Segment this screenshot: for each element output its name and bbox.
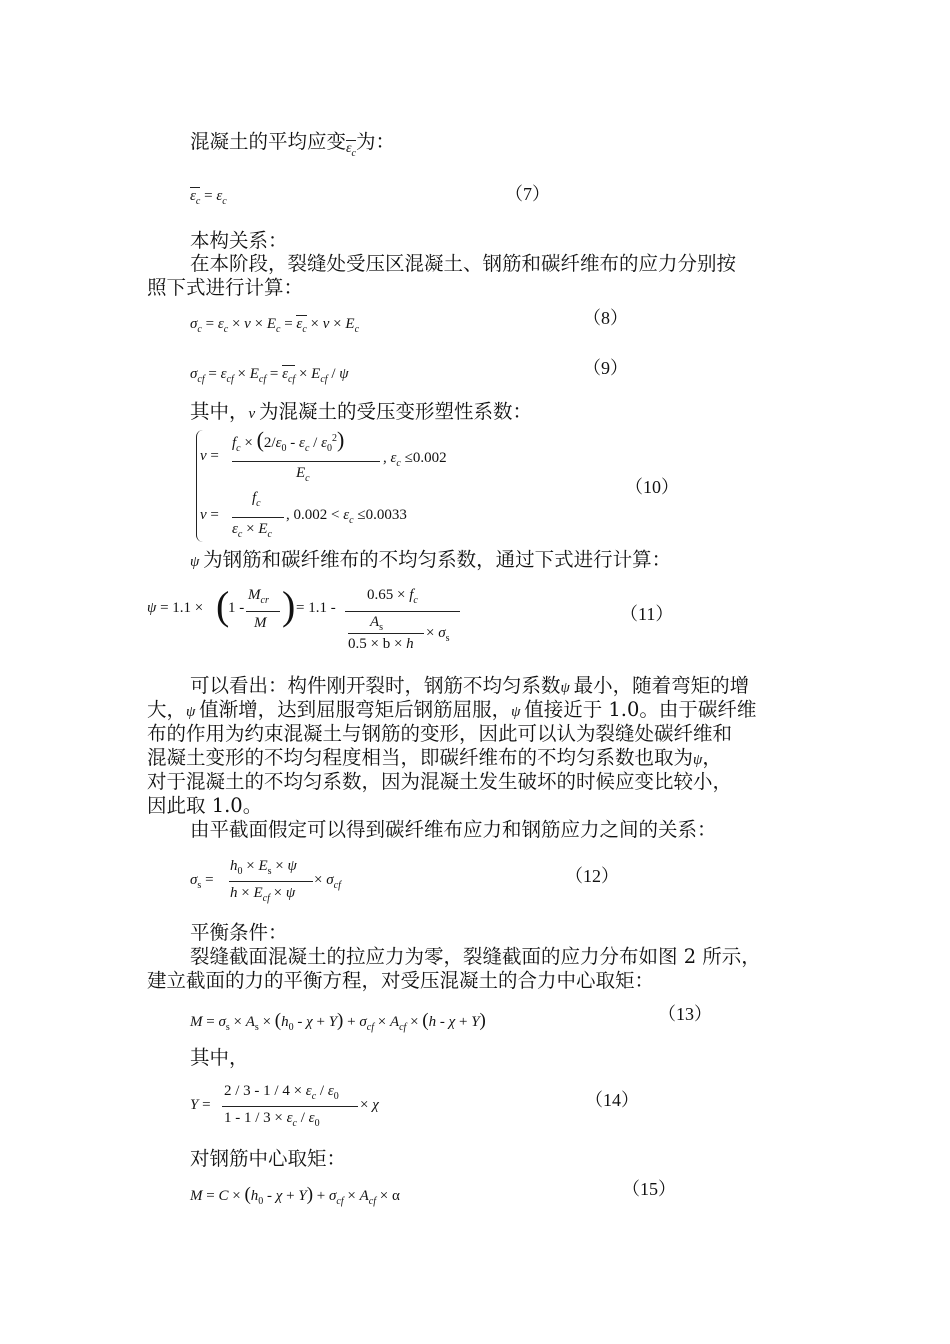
inline-nu: ν [248,406,256,422]
equation-number-9: （9） [583,358,628,378]
equation-8: $\sigma_c = \varepsilon_c \times \nu \times E_c = \varepsilon_c \times \nu \times E_c$ [190,316,360,335]
text-seen-line-6: 因此取 1.0。 [147,794,263,817]
equation-14-bar [222,1106,358,1107]
equation-11-inner-bar [246,611,280,612]
text-seen-line-1-lead: 可以看出：构件刚开裂时，钢筋不均匀系数 [190,674,561,697]
equation-11-lparen: ( [216,583,230,628]
text-seen-line-1 [190,674,749,700]
text-where-nu-tail: 为混凝土的受压变形塑性系数： [258,400,532,423]
equation-10-case-1-cond: , $\varepsilon_c \le 0.002$ [383,450,447,469]
text-seen-line-2a: 大， [147,698,187,721]
text-stage-line-1: 在本阶段，裂缝处受压区混凝土、钢筋和碳纤维布的应力分别按 [190,252,737,275]
equation-14-den: $1 - 1 / 3 \times \varepsilon_c / \varepsilon_0$ [224,1110,320,1129]
text-plane-section: 由平截面假定可以得到碳纤维布应力和钢筋应力之间的关系： [190,818,717,841]
equation-11-sub-bar [348,633,424,634]
text-constitutive: 本构关系： [190,229,288,252]
equation-10-case-2-num: $f_c$ [252,490,261,509]
equation-7: $\varepsilon_c = \varepsilon_c$ [190,188,227,207]
equation-number-12: （12） [565,866,619,886]
equation-10-case-2-cond: , $0.002 < \varepsilon_c \le 0.0033$ [286,507,407,526]
equation-number-11: （11） [620,604,674,624]
inline-psi-5: ψ [693,752,703,768]
equation-13: $M = \sigma_s \times A_s \times (h_0 - \chi + Y) + \sigma_{cf} \times A_{cf} \times (h - \chi + Y)$ [190,1010,486,1033]
text-seen-line-2b: 值渐增，达到屈服弯矩后钢筋屈服， [199,698,512,721]
equation-number-14: （14） [585,1090,639,1110]
equation-12-num: $h_0 \times E_s \times \psi$ [230,858,297,877]
equation-11-as: $A_s$ [370,614,384,633]
text-seen-line-3: 布的作用为约束混凝土与钢筋的变形，因此可以认为裂缝处碳纤维和 [147,722,733,745]
equation-12-tail: × $\sigma_{cf}$ [314,872,341,891]
inline-psi-2: ψ [560,680,570,696]
text-psi [190,548,671,574]
text-where-nu [190,400,532,426]
equation-11-mid: = 1.1 - [296,600,336,616]
equation-11-one-minus: 1 - [228,600,245,616]
equation-10-case-2-bar [232,517,284,518]
text-where-nu-lead: 其中， [190,400,249,423]
equation-11-sub-den: 0.5 × b × h [348,636,414,652]
equation-14-num: $2 / 3 - 1 / 4 \times \varepsilon_c / \varepsilon_0$ [224,1083,339,1102]
equation-number-8: （8） [583,308,628,328]
equation-12-den: $h \times E_{cf} \times \psi$ [230,885,296,904]
equation-12-lhs: $\sigma_s$ = [190,872,214,891]
text-steel-moment: 对钢筋中心取矩： [190,1147,347,1170]
inline-epsilon-bar: εc [346,141,356,159]
text-avg-strain [190,130,395,162]
equation-15: $M = C \times (h_0 - \chi + Y) + \sigma_{cf} \times A_{cf} \times \alpha$ [190,1184,400,1207]
equation-11-rparen: ) [282,583,296,628]
equation-11-num: $0.65 \times f_c$ [367,587,418,606]
text-seen-line-2c: 值接近于 1.0。由于碳纤维 [524,698,757,721]
equation-10-case-2-den: $\varepsilon_c \times E_c$ [232,521,272,540]
text-seen-line-4b: ， [702,746,722,769]
equation-11-m: M [254,615,267,631]
text-crack-line-1: 裂缝截面混凝土的拉应力为零，裂缝截面的应力分布如图 2 所示， [190,945,761,968]
text-balance: 平衡条件： [190,921,288,944]
text-avg-strain-tail: 为： [356,130,396,153]
text-seen-line-5: 对于混凝土的不均匀系数，因为混凝土发生破坏的时候应变比较小， [147,770,733,793]
text-seen-line-4a: 混凝土变形的不均匀程度相当，即碳纤维布的不均匀系数也取为 [147,746,694,769]
text-seen-line-4 [147,746,722,772]
text-seen-line-1-tail: 最小，随着弯矩的增 [573,674,750,697]
text-where-y: 其中， [190,1046,249,1069]
equation-14-lhs: Y = [190,1097,211,1113]
inline-psi: ψ [190,554,200,570]
equation-number-7: （7） [505,184,550,204]
text-crack-line-2: 建立截面的力的平衡方程，对受压混凝土的合力中心取矩： [147,969,655,992]
equation-10-case-1-bar [232,461,380,462]
equation-14-tail: × χ [360,1097,379,1113]
equation-10-case-2-lhs: ν = [200,507,219,523]
text-avg-strain-lead: 混凝土的平均应变 [190,130,347,153]
equation-10-case-1-lhs: ν = [200,448,219,464]
equation-11-main-bar [345,611,460,612]
equation-number-10: （10） [625,477,679,497]
equation-number-13: （13） [658,1004,712,1024]
piecewise-brace [196,430,203,542]
inline-psi-4: ψ [511,704,521,720]
text-stage-line-2: 照下式进行计算： [147,276,304,299]
text-psi-body: 为钢筋和碳纤维布的不均匀系数，通过下式进行计算： [203,548,672,571]
equation-12-bar [229,881,313,882]
equation-number-15: （15） [622,1179,676,1199]
equation-11-mcr: $M_{cr}$ [248,587,269,606]
inline-psi-3: ψ [186,704,196,720]
text-seen-line-2 [147,698,756,724]
equation-10-case-1-num: $f_c \times (2/\varepsilon_0 - \varepsilon_c / \varepsilon_0^2)$ [232,427,345,454]
equation-11-sigma: × $\sigma_s$ [426,625,450,644]
equation-11-lhs: ψ = 1.1 × [147,600,204,616]
equation-9: $\sigma_{cf} = \varepsilon_{cf} \times E_{cf} = \varepsilon_{cf} \times E_{cf} / \psi$ [190,366,349,385]
equation-10-case-1-den: $E_c$ [296,465,310,484]
